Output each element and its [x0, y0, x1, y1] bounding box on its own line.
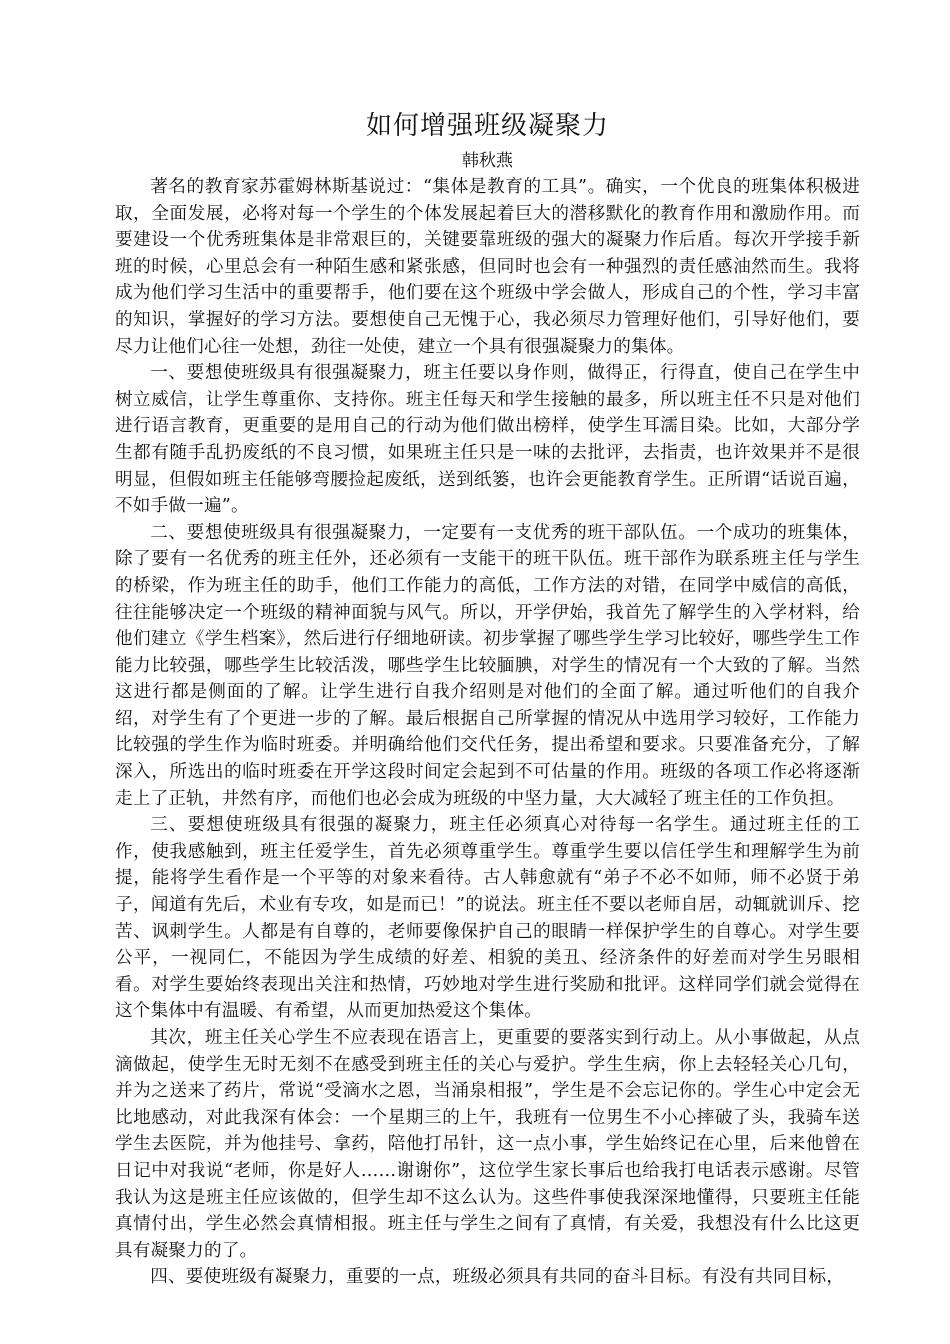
paragraph-point-two: 二、要想使班级具有很强凝聚力，一定要有一支优秀的班干部队伍。一个成功的班集体，除了要有一名优秀的班主任外，还必须有一支能干的班干队伍。班干部作为联系班主任与学生的桥梁，作为班主任的助手，他们工作能力的高低，工作方法的对错，在同学中威信的高低，往往能够决定一个班级的精神面貌与风气。所以，开学伊始，我首先了解学生的入学材料，给他们建立《学生档案》，然后进行仔细地研读。初步掌握了哪些学生学习比较好，哪些学生工作能力比较强，哪些学生比较活泼，哪些学生比较腼腆，对学生的情况有一个大致的了解。当然这进行都是侧面的了解。让学生进行自我介绍则是对他们的全面了解。通过听他们的自我介绍，对学生有了个更进一步的了解。最后根据自己所掌握的情况从中选用学习较好，工作能力比较强的学生作为临时班委。并明确给他们交代任务，提出希望和要求。只要准备充分，了解深入，所选出的临时班委在开学这段时间定会起到不可估量的作用。班级的各项工作必将逐渐走上了正轨，井然有序，而他们也必会成为班级的中坚力量，大大减轻了班主任的工作负担。 [115, 522, 860, 809]
paragraph-point-three-continued: 其次，班主任关心学生不应表现在语言上，更重要的要落实到行动上。从小事做起，从点滴做起，使学生无时无刻不在感受到班主任的关心与爱护。学生生病，你上去轻轻关心几句，并为之送来了药片，常说“受滴水之恩，当涌泉相报”，学生是不会忘记你的。学生心中定会无比地感动，对此我深有体会：一个星期三的上午，我班有一位男生不小心摔破了头，我骑车送学生去医院，并为他挂号、拿药，陪他打吊针，这一点小事，学生始终记在心里，后来他曾在日记中对我说“老师，你是好人……谢谢你”，这位学生家长事后也给我打电话表示感谢。尽管我认为这是班主任应该做的，但学生却不这么认为。这些件事使我深深地懂得，只要班主任能真情付出，学生必然会真情相报。班主任与学生之间有了真情，有关爱，我想没有什么比这更具有凝聚力的了。 [115, 1028, 860, 1261]
paragraph-intro: 著名的教育家苏霍姆林斯基说过：“集体是教育的工具”。确实，一个优良的班集体积极进取，全面发展，必将对每一个学生的个体发展起着巨大的潜移默化的教育作用和激励作用。而要建设一个优秀班集体是非常艰巨的，关键要靠班级的强大的凝聚力作后盾。每次开学接手新班的时候，心里总会有一种陌生感和紧张感，但同时也会有一种强烈的责任感油然而生。我将成为他们学习生活中的重要帮手，他们要在这个班级中学会做人，形成自己的个性，学习丰富的知识，掌握好的学习方法。要想使自己无愧于心，我必须尽力管理好他们，引导好他们，要尽力让他们心往一处想，劲往一处使，建立一个具有很强凝聚力的集体。 [115, 177, 860, 357]
document-author: 韩秋燕 [462, 151, 513, 171]
paragraph-point-four: 四、要使班级有凝聚力，重要的一点，班级必须具有共同的奋斗目标。有没有共同目标， [150, 1267, 845, 1288]
paragraph-point-one: 一、要想使班级具有很强凝聚力，班主任要以身作则，做得正，行得直，使自己在学生中树立威信，让学生尊重你、支持你。班主任每天和学生接触的最多，所以班主任不只是对他们进行语言教育，更重要的是用自己的行动为他们做出榜样，使学生耳濡目染。比如，大部分学生都有随手乱扔废纸的不良习惯，如果班主任只是一味的去批评，去指责，也许效果并不是很明显，但假如班主任能够弯腰捡起废纸，送到纸篓，也许会更能教育学生。正所谓“话说百遍，不如手做一遍”。 [115, 363, 860, 517]
document-title: 如何增强班级凝聚力 [365, 111, 609, 141]
paragraph-point-three: 三、要想使班级具有很强的凝聚力，班主任必须真心对待每一名学生。通过班主任的工作，使我感触到，班主任爱学生，首先必须尊重学生。尊重学生要以信任学生和理解学生为前提，能将学生看作是一个平等的对象来看待。古人韩愈就有“弟子不必不如师，师不必贤于弟子，闻道有先后，术业有专攻，如是而已！”的说法。班主任不要以老师自居，动辄就训斥、挖苦、讽刺学生。人都是有自尊的，老师要像保护自己的眼睛一样保护学生的自尊心。对学生要公平，一视同仁，不能因为学生成绩的好差、相貌的美丑、经济条件的好差而对学生另眼相看。对学生要始终表现出关注和热情，巧妙地对学生进行奖励和批评。这样同学们就会觉得在这个集体中有温暖、有希望，从而更加热爱这个集体。 [115, 815, 860, 1022]
document-body [115, 104, 860, 1291]
